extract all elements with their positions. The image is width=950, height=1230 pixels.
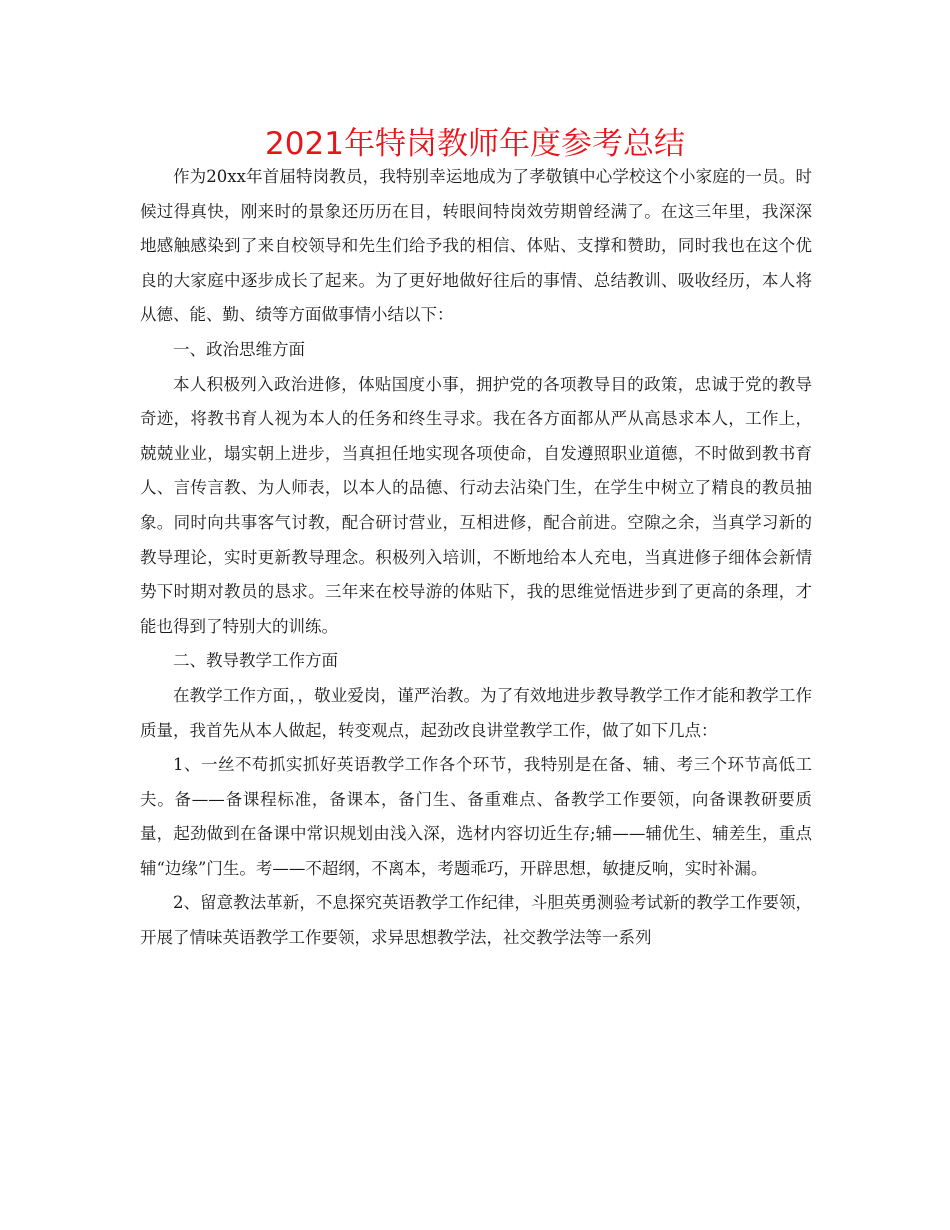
paragraph-intro: 作为20xx年首届特岗教员，我特别幸运地成为了孝敬镇中心学校这个小家庭的一员。时候过得真快，刚来时的景象还历历在目，转眼间特岗效劳期曾经满了。在这三年里，我深深地感触感染到了来自校领导和先生们给予我的相信、体贴、支撑和赞助，同时我也在这个优良的大家庭中逐步成长了起来。为了更好地做好往后的事情、总结教训、吸收经历，本人将从德、能、勤、绩等方面做事情小结以下： <box>140 167 812 325</box>
paragraph-teaching: 在教学工作方面，，敬业爱岗，谨严治教。为了有效地进步教导教学工作才能和教学工作质量，我首先从本人做起，转变观点，起劲改良讲堂教学工作，做了如下几点： <box>140 685 812 740</box>
paragraph-point-1: 1、一丝不苟抓实抓好英语教学工作各个环节，我特别是在备、辅、考三个环节高低工夫。备——备课程标准，备课本，备门生、备重难点、备教学工作要领，向备课教研要质量，起劲做到在备课中常识规划由浅入深，选材内容切近生存;辅——辅优生、辅差生，重点辅“边缘”门生。考——不超纲，不离本，考题乖巧，开辟思想，敏捷反响，实时补漏。 <box>140 755 812 878</box>
paragraph-politics: 本人积极列入政治进修，体贴国度小事，拥护党的各项教导目的政策，忠诚于党的教导奇迹，将教书育人视为本人的任务和终生寻求。我在各方面都从严从高恳求本人，工作上，兢兢业业，塌实朝上进步，当真担任地实现各项使命，自发遵照职业道德，不时做到教书育人、言传言教、为人师表，以本人的品德、行动去沾染门生，在学生中树立了精良的教员抽象。同时向共事客气讨教，配合研讨营业，互相进修，配合前进。空隙之余，当真学习新的教导理论，实时更新教导理念。积极列入培训，不断地给本人充电，当真进修子细体会新情势下时期对教员的恳求。三年来在校导游的体贴下，我的思维觉悟进步到了更高的条理，才能也得到了特别大的训练。 <box>140 374 812 636</box>
document-body <box>140 160 812 956</box>
section-heading-politics: 一、政治思维方面 <box>173 339 305 359</box>
document-title: 2021年特岗教师年度参考总结 <box>265 126 685 162</box>
section-heading-teaching: 二、教导教学工作方面 <box>173 651 338 671</box>
paragraph-point-2: 2、留意教法革新，不息探究英语教学工作纪律，斗胆英勇测验考试新的教学工作要领，开展了情味英语教学工作要领，求异思想教学法，社交教学法等一系列 <box>140 893 812 948</box>
